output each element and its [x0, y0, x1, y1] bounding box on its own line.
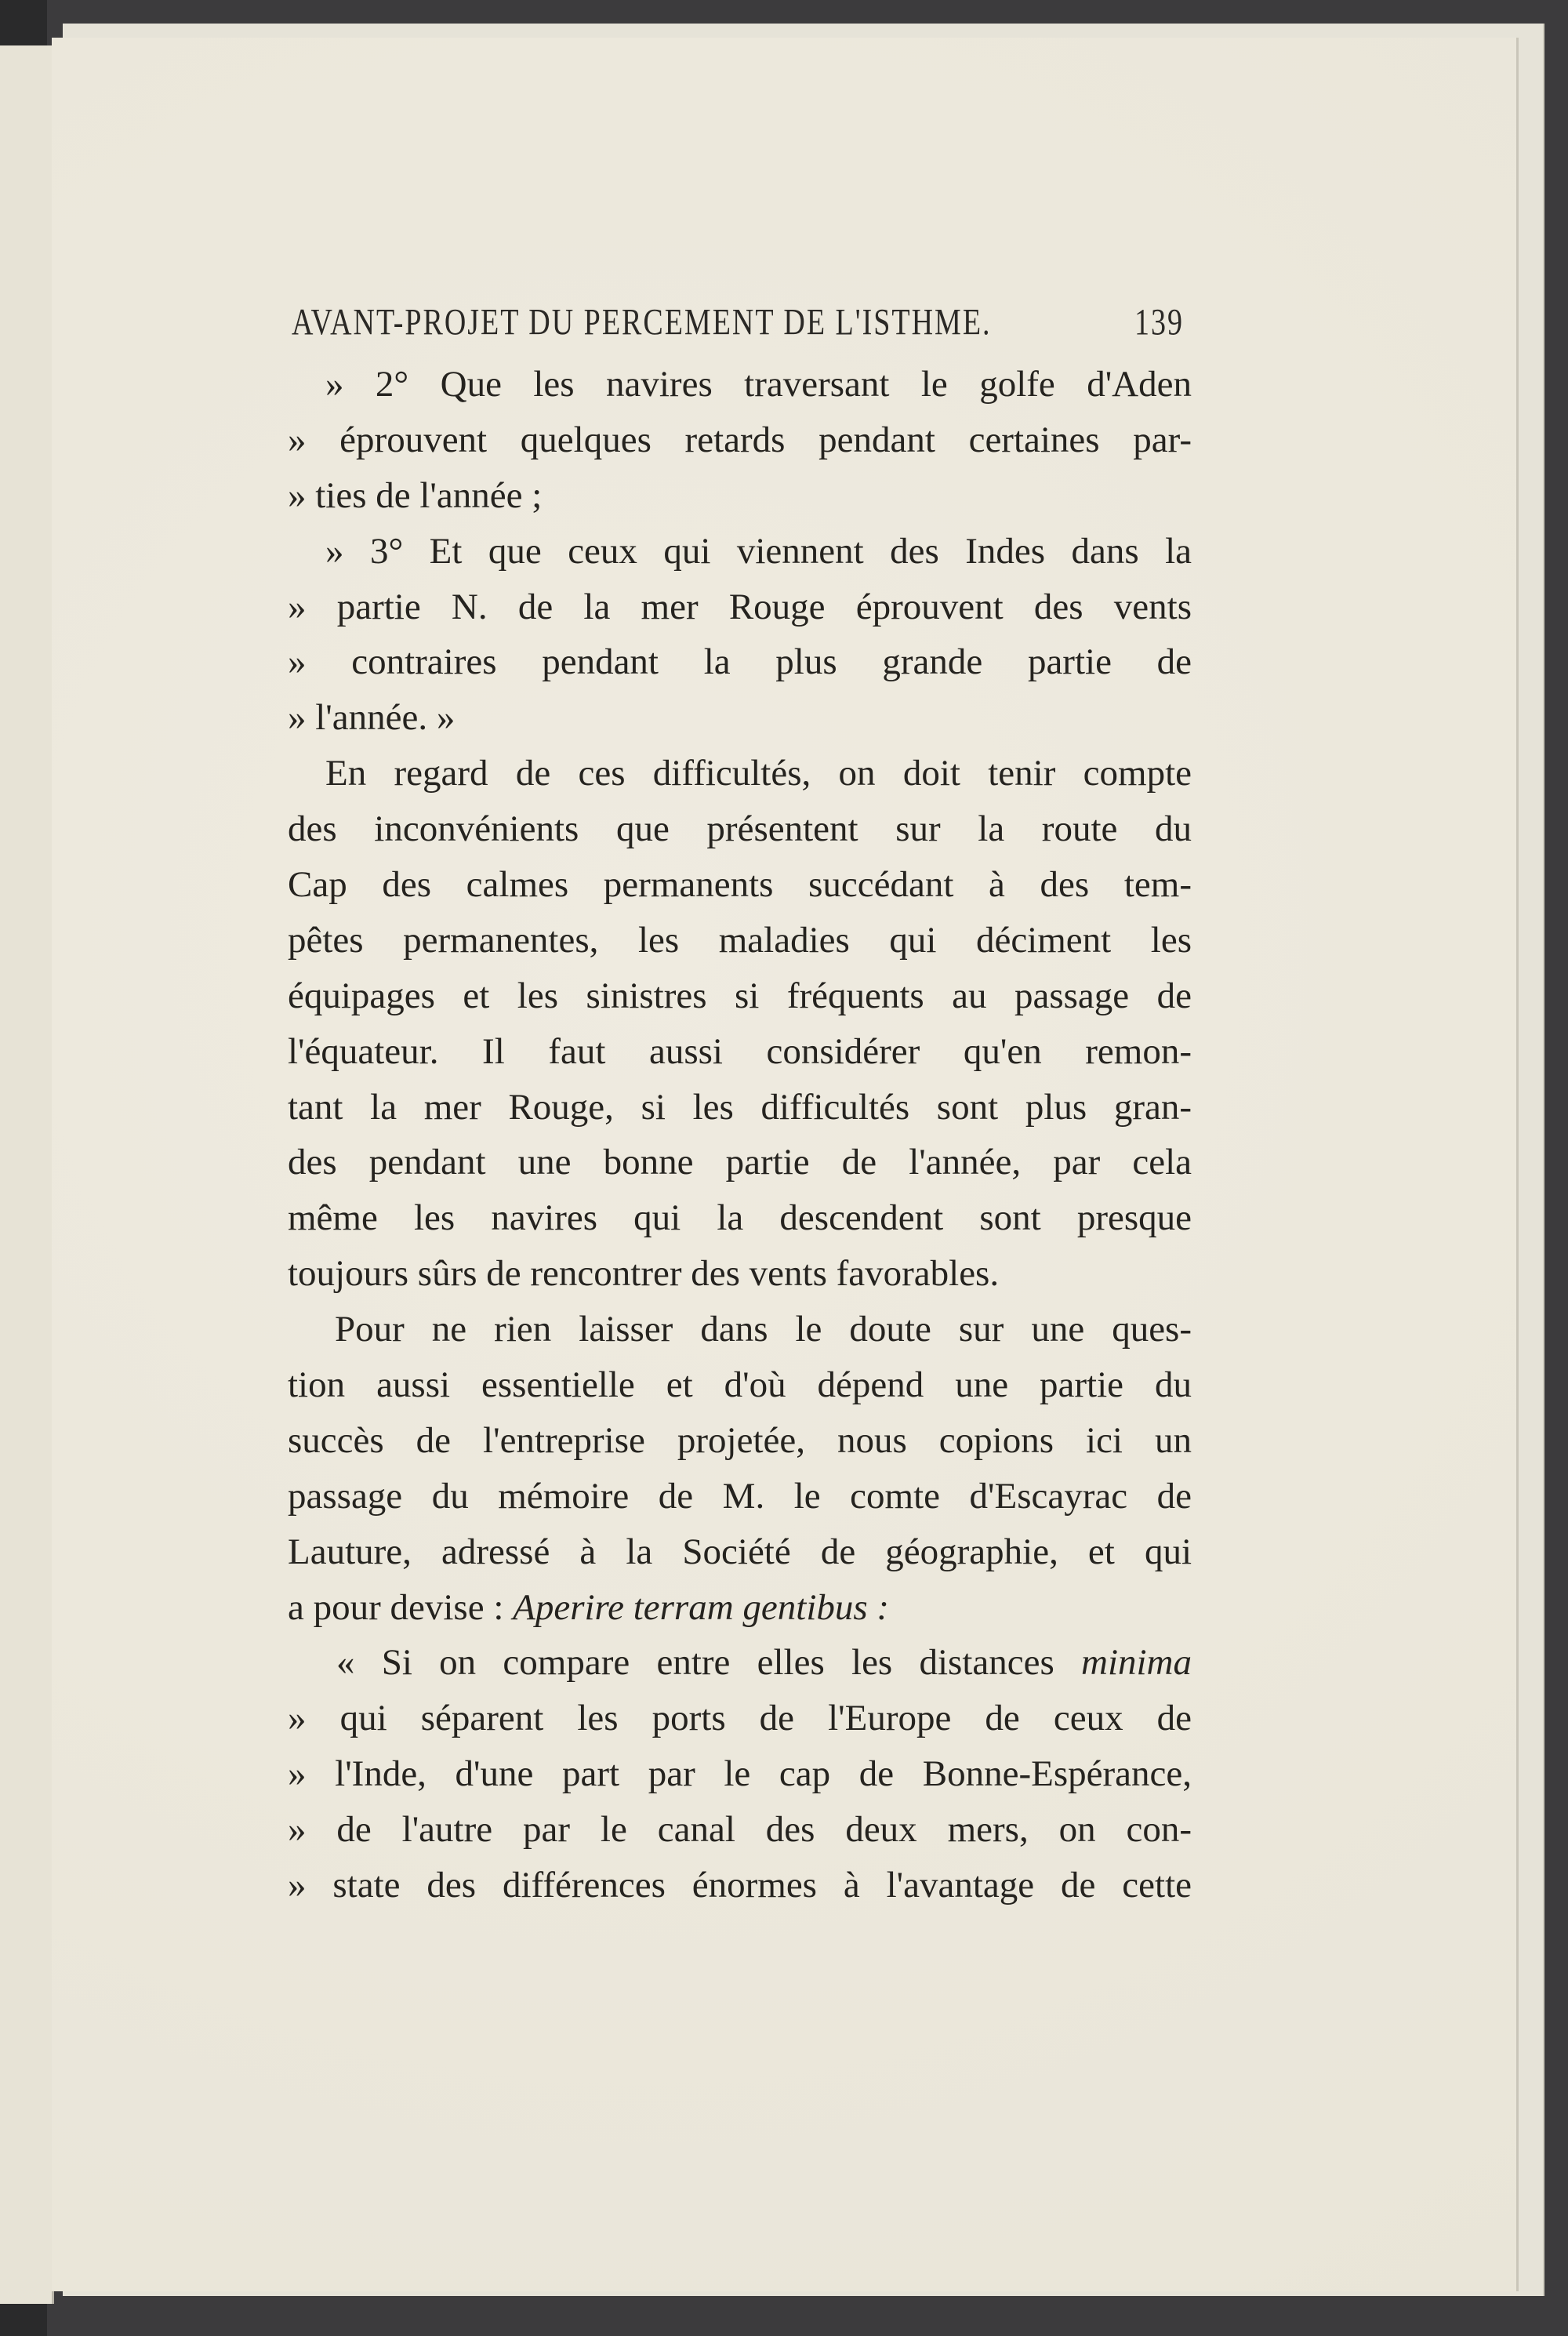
line-text: a pour devise : — [288, 1586, 514, 1628]
text-line — [288, 801, 1192, 857]
text-line — [288, 1190, 1192, 1246]
text-line — [288, 1746, 1192, 1802]
line-text: » 3° Et que ceux qui viennent des Indes dans la — [325, 530, 1192, 572]
text-line — [288, 1691, 1192, 1746]
text-line — [288, 1024, 1192, 1080]
running-title: AVANT-PROJET DU PERCEMENT DE L'ISTHME. — [292, 302, 992, 343]
line-text: l'équateur. Il faut aussi considérer qu'en remon- — [288, 1030, 1192, 1072]
text-line — [288, 968, 1192, 1024]
text-line — [288, 634, 1192, 690]
text-line — [288, 1580, 1192, 1636]
line-text: Cap des calmes permanents succédant à des tem- — [288, 864, 1192, 906]
line-text: des inconvénients que présentent sur la route du — [288, 808, 1192, 850]
line-text: tant la mer Rouge, si les difficultés sont plus gran- — [288, 1086, 1192, 1128]
line-text: Lauture, adressé à la Société de géographie, et qui — [288, 1531, 1192, 1572]
text-line — [288, 1135, 1192, 1190]
text-line — [288, 1524, 1192, 1580]
line-text: » ties de l'année ; — [288, 474, 543, 516]
text-line — [288, 1413, 1192, 1469]
text-line — [288, 1246, 1192, 1302]
text-line — [288, 579, 1192, 635]
line-text: des pendant une bonne partie de l'année, par cela — [288, 1142, 1192, 1183]
text-line — [288, 468, 1192, 524]
line-text: succès de l'entreprise projetée, nous copions ici un — [288, 1419, 1192, 1461]
line-text: » state des différences énormes à l'avantage de cette — [288, 1865, 1192, 1906]
line-text: » contraires pendant la plus grande partie de — [288, 641, 1192, 683]
line-text: équipages et les sinistres si fréquents au passage de — [288, 975, 1192, 1016]
text-line — [288, 357, 1192, 412]
line-text: » partie N. de la mer Rouge éprouvent des vents — [288, 586, 1192, 627]
line-text: » qui séparent les ports de l'Europe de ceux de — [288, 1698, 1192, 1739]
line-text: » éprouvent quelques retards pendant certaines par- — [288, 419, 1192, 460]
text-line — [288, 412, 1192, 468]
page-body-text — [288, 357, 1192, 1913]
text-line — [288, 1802, 1192, 1858]
line-text: passage du mémoire de M. le comte d'Escayrac de — [288, 1475, 1192, 1517]
italic-text: minima — [1081, 1642, 1192, 1684]
line-text: En regard de ces difficultés, on doit tenir compte — [325, 753, 1192, 794]
line-text: » l'année. » — [288, 697, 456, 739]
text-line — [288, 746, 1192, 801]
text-line — [288, 1302, 1192, 1357]
line-text: » de l'autre par le canal des deux mers, on con- — [288, 1809, 1192, 1851]
text-line — [288, 1357, 1192, 1413]
text-line — [288, 1635, 1192, 1691]
italic-text: Aperire terram gentibus : — [513, 1586, 890, 1628]
text-line — [288, 913, 1192, 968]
line-text: pêtes permanentes, les maladies qui déciment les — [288, 919, 1192, 961]
left-page-edge — [0, 45, 54, 2304]
line-text: tion aussi essentielle et d'où dépend une partie du — [288, 1364, 1192, 1406]
line-text: » 2° Que les navires traversant le golfe d'Aden — [325, 364, 1192, 405]
text-line — [288, 857, 1192, 913]
page-number: 139 — [1134, 302, 1184, 343]
text-line — [288, 1080, 1192, 1135]
line-text: Pour ne rien laisser dans le doute sur une ques- — [335, 1309, 1192, 1350]
line-text: » l'Inde, d'une part par le cap de Bonne-Espérance, — [288, 1753, 1192, 1795]
line-text: même les navires qui la descendent sont presque — [288, 1197, 1192, 1239]
line-text: toujours sûrs de rencontrer des vents favorables. — [288, 1253, 1000, 1295]
text-line — [288, 524, 1192, 579]
text-line — [288, 1469, 1192, 1524]
running-header — [292, 301, 1184, 344]
line-text: « Si on compare entre elles les distances — [336, 1642, 1081, 1684]
text-line — [288, 1858, 1192, 1913]
text-line — [288, 690, 1192, 746]
